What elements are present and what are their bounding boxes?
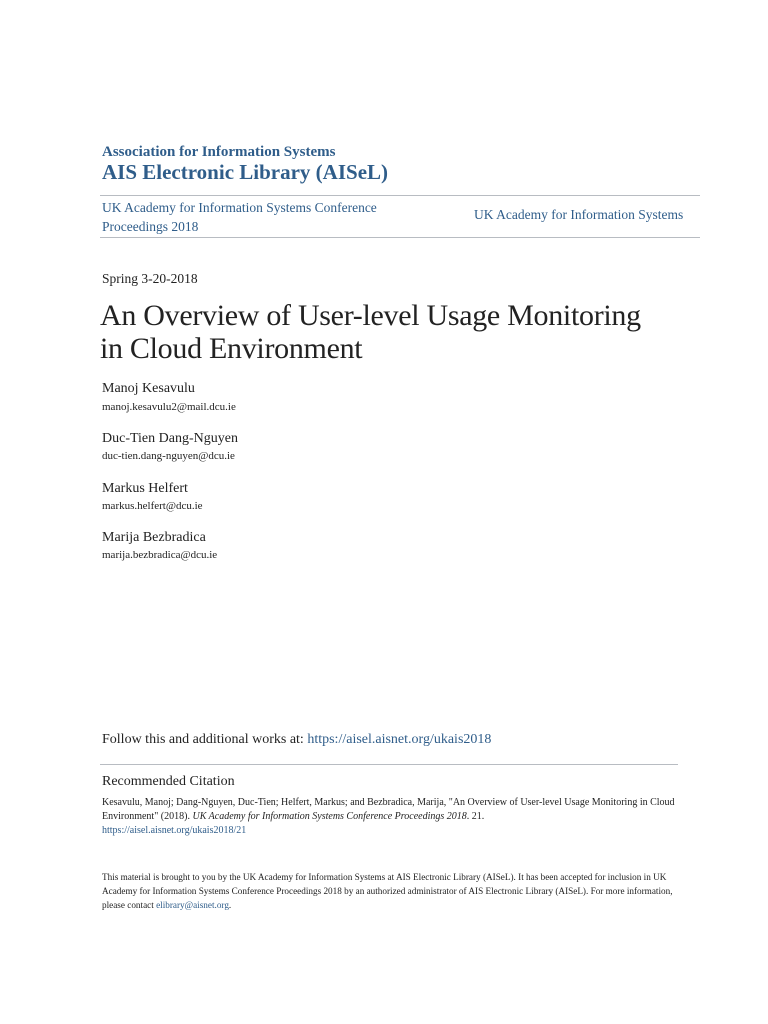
paper-title: An Overview of User-level Usage Monitoring in Cloud Environment — [100, 299, 641, 365]
contact-email-link[interactable]: elibrary@aisnet.org — [156, 900, 229, 910]
author-email: duc-tien.dang-nguyen@dcu.ie — [102, 450, 235, 462]
series-divider — [100, 237, 700, 238]
citation-divider — [100, 764, 678, 765]
citation-suffix: . 21. — [466, 811, 485, 822]
author-name: Duc-Tien Dang-Nguyen — [102, 431, 238, 446]
citation-link[interactable]: https://aisel.aisnet.org/ukais2018/21 — [102, 825, 247, 836]
author-email: markus.helfert@dcu.ie — [102, 500, 203, 512]
notice-text: This material is brought to you by the UK Academy for Information Systems at AIS Electronic Library (AISeL). It has been accepted for inclusion in UK Academy for Information Systems Conference Proceedings 2018 by an authorized administrator of AIS Electronic Library (AISeL). For more information, please contact — [102, 872, 673, 910]
organization-name: Association for Information Systems — [102, 144, 336, 160]
publication-date: Spring 3-20-2018 — [102, 271, 198, 286]
follow-line — [102, 732, 491, 748]
citation-heading: Recommended Citation — [102, 774, 235, 789]
series-link-proceedings[interactable]: UK Academy for Information Systems Conference Proceedings 2018 — [102, 200, 377, 234]
author-email: marija.bezbradica@dcu.ie — [102, 549, 218, 561]
citation-journal: UK Academy for Information Systems Conference Proceedings 2018 — [192, 811, 467, 822]
author-email: manoj.kesavulu2@mail.dcu.ie — [102, 401, 236, 413]
author-name: Marija Bezbradica — [102, 530, 206, 545]
notice-end: . — [228, 900, 232, 910]
header-divider — [100, 195, 700, 196]
follow-label: Follow this and additional works at: — [102, 732, 304, 747]
citation-text: Kesavulu, Manoj; Dang-Nguyen, Duc-Tien; Helfert, Markus; and Bezbradica, Marija, "An Overview of User-level Usage Monitoring in Cloud Environment" (2018). — [102, 797, 675, 822]
follow-link[interactable]: https://aisel.aisnet.org/ukais2018 — [307, 732, 492, 747]
library-link[interactable]: AIS Electronic Library (AISeL) — [102, 160, 389, 184]
series-link-academy[interactable]: UK Academy for Information Systems — [474, 207, 684, 222]
notice-block — [102, 870, 682, 912]
citation-block — [102, 796, 682, 838]
author-name: Manoj Kesavulu — [102, 381, 195, 396]
author-name: Markus Helfert — [102, 481, 188, 496]
